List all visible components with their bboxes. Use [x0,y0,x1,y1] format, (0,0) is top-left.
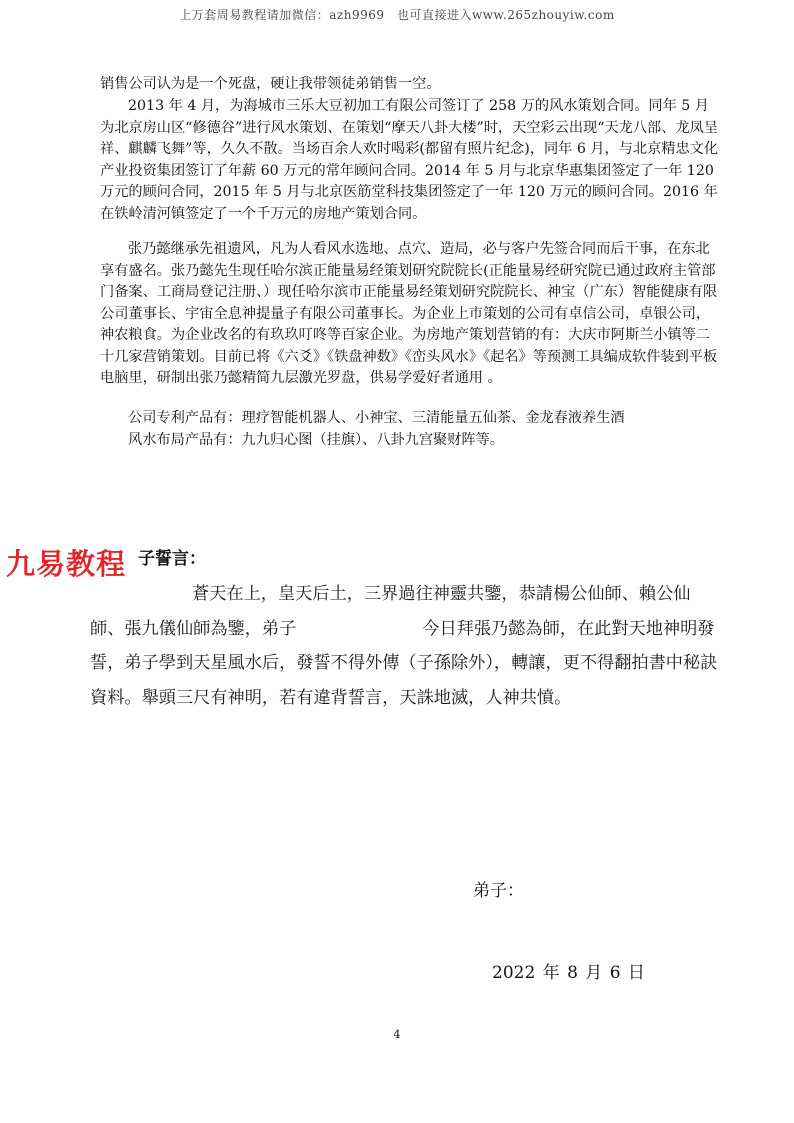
bio-text-2: 张乃懿继承先祖遗风，凡为人看风水选地、点穴、造局，必与客户先签合同而后干事，在东北享有盛名。张乃懿先生现任哈尔滨正能量易经策划研究院院长(正能量易经研究院已通过政府主管部门备案、工商局登记注册、）现任哈尔滨市正能量易经策划研究院院长、神宝（广东）智能健康有限公司董事长、宇宙全息神提量子有限公司董事长。为企业上市策划的公司有卓信公司，卓银公司，神农粮食。为企业改名的有玖玖叮咚等百家企业。为房地产策划营销的有：大庆市阿斯兰小镇等二十几家营销策划。目前已将《六爻》《铁盘神数》《峦头风水》《起名》等预测工具编成软件装到平板电脑里，研制出张乃懿精简九层激光罗盘，供易学爱好者通用 。 [100,241,718,386]
bio-paragraph-2 [100,239,722,390]
oath-body [90,577,722,715]
disciple-signature-label: 弟子： [473,881,524,901]
patent-products-line [100,408,722,430]
page-header: 上万套周易教程请加微信：azh9969 也可直接进入www.265zhouyiw.com [179,8,615,22]
bio-text-1: 2013 年 4 月，为海城市三乐大豆初加工有限公司签订了 258 万的风水策划合同。同年 5 月为北京房山区“修德谷”进行风水策划、在策划“摩天八卦大楼”时，天空彩云出现“天龙八部、龙凤呈祥、麒麟飞舞”等，久久不散。当场百余人欢时喝彩(都留有照片纪念)，同年 6 月，与北京精忠文化产业投资集团签订了年薪 60 万元的常年顾问合同。2014 年 5 月与北京华惠集团签定了一年 120 万元的顾问合同，2015 年 5 月与北京医筋堂科技集团签定了一年 120 万元的顾问合同。2016 年在铁岭清河镇签定了一个千万元的房地产策划合同。 [100,98,719,222]
watermark-logo: 九易教程 [6,547,127,581]
page-number: 4 [393,1028,401,1041]
bio-text-0: 销售公司认为是一个死盘，硬让我带领徒弟销售一空。 [100,76,441,92]
oath-text-part1: 蒼天在上，皇天后土，三界過往神靈共鑒，恭請楊公仙師、賴公仙師、張九儀仙師為鑒，弟子 [90,584,691,639]
oath-date: 2022 年 8 月 6 日 [492,963,645,983]
oath-text-part2: 今日拜張乃懿為師，在此對天地神明發誓，弟子學到天星風水后，發誓不得外傳（子孫除外），轉讓，更不得翻拍書中秘訣資料。舉頭三尺有神明，若有違背誓言，天誅地滅，人神共憤。 [90,618,718,708]
oath-text [90,577,722,715]
bio-paragraph-0 [100,74,722,96]
bio-text-3: 公司专利产品有：理疗智能机器人、小神宝、三清能量五仙茶、金龙春液养生酒 [128,410,625,426]
bio-text-4: 风水布局产品有：九九归心图（挂旗）、八卦九宫聚财阵等。 [128,432,504,448]
bio-paragraph-1 [100,96,722,225]
fengshui-products-line [100,430,722,452]
oath-title: 子誓言： [138,549,206,569]
